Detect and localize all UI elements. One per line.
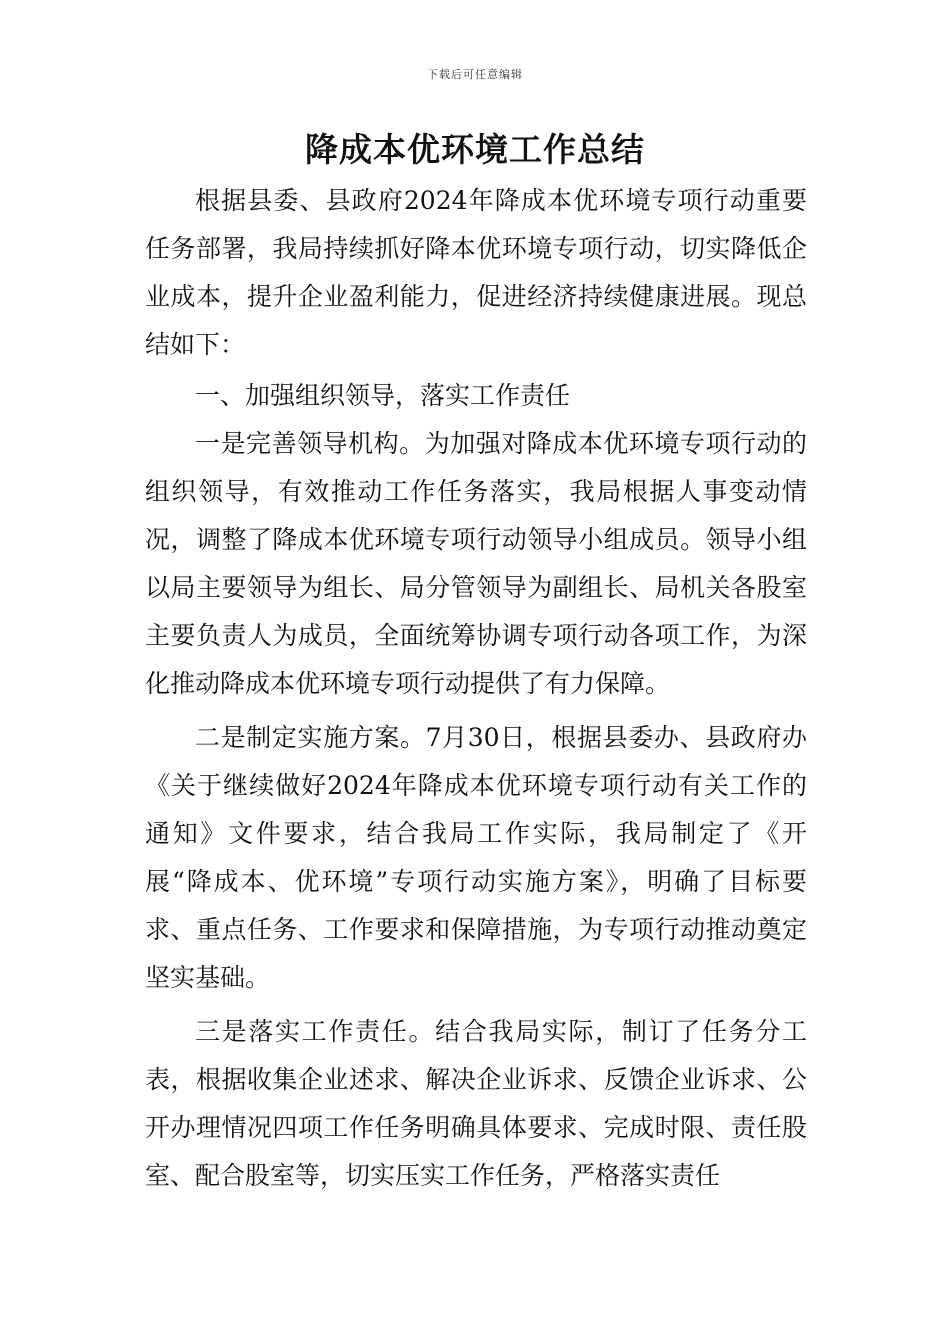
paragraph-item-1: 一是完善领导机构。为加强对降成本优环境专项行动的组织领导，有效推动工作任务落实，我局根据人事变动情况，调整了降成本优环境专项行动领导小组成员。领导小组以局主要领导为组长、局分管领导为副组长、局机关各股室主要负责人为成员，全面统筹协调专项行动各项工作，为深化推动降成本优环境专项行动提供了有力保障。 xyxy=(145,429,807,698)
paragraph-item-3: 三是落实工作责任。结合我局实际，制订了任务分工表，根据收集企业述求、解决企业诉求、反馈企业诉求、公开办理情况四项工作任务明确具体要求、完成时限、责任股室、配合股室等，切实压实工作任务，严格落实责任 xyxy=(145,1017,807,1190)
section-heading: 一、加强组织领导，落实工作责任 xyxy=(195,381,571,410)
paragraph-item-2: 二是制定实施方案。7月30日，根据县委办、县政府办《关于继续做好2024年降成本优环境专项行动有关工作的通知》文件要求，结合我局工作实际，我局制定了《开展“降成本、优环境”专项行动实施方案》，明确了目标要求、重点任务、工作要求和保障措施，为专项行动推动奠定坚实基础。 xyxy=(145,723,807,992)
document-body xyxy=(145,177,807,1200)
paragraph-intro: 根据县委、县政府2024年降成本优环境专项行动重要任务部署，我局持续抓好降本优环境专项行动，切实降低企业成本，提升企业盈利能力，促进经济持续健康进展。现总结如下： xyxy=(145,186,807,359)
document-title: 降成本优环境工作总结 xyxy=(305,130,645,169)
header-note: 下载后可任意编辑 xyxy=(427,68,523,81)
